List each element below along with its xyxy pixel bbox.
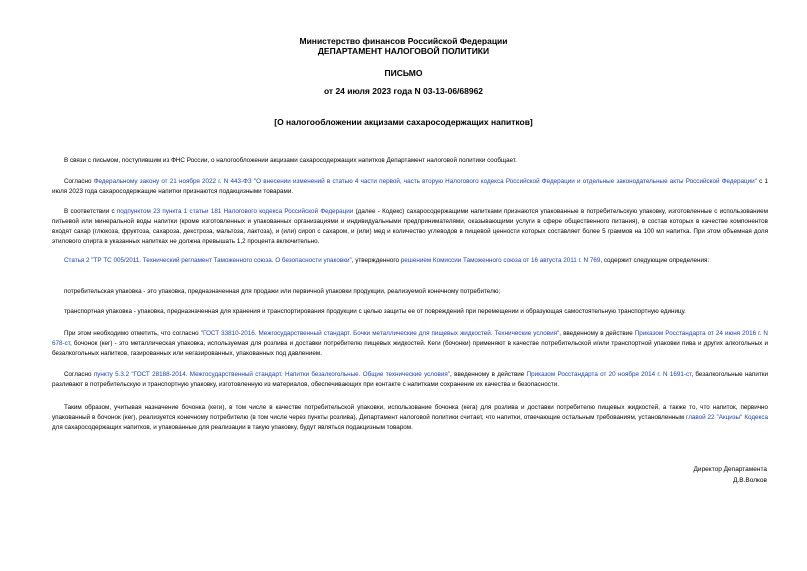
paragraph-gost-33810 (52, 329, 768, 359)
text-span: При этом необходимо отметить, что согласно (64, 330, 201, 337)
text-span: , введенному в действие (450, 371, 527, 378)
signatory-position: Директор Департамента (693, 466, 767, 473)
link-gost-33810-2016[interactable]: "ГОСТ 33810-2016. Межгосударственный стандарт. Бочки металлические для пищевых жидкостей. Технические условия" (200, 330, 560, 337)
paragraph-transport-packaging: транспортная упаковка - упаковка, предназначенная для хранения и транспортирования продукции с целью защиты ее от повреждений при перемещении и образующая самостоятельную транспортную единицу. (64, 308, 686, 315)
text-span: для сахаросодержащих напитков, и упакованные для реализации в такую упаковку, будут являться подакцизным товаром. (52, 424, 413, 431)
paragraph-conclusion (52, 403, 768, 433)
department-name: ДЕПАРТАМЕНТ НАЛОГОВОЙ ПОЛИТИКИ (317, 46, 490, 56)
text-span: В соответствии с (64, 208, 117, 215)
text-span: Согласно (64, 178, 94, 185)
ministry-name: Министерство финансов Российской Федерации (299, 36, 508, 46)
text-span: , безалкогольные напитки разливают в потребительскую и транспортную упаковку, изготовленную из материалов, обеспечивающих при контакте с напитками сохранение их качества и безопасности. (52, 371, 769, 388)
text-span: , введенному в действие (559, 330, 635, 337)
text-span: , бочонок (кег) - это металлическая упаковка, используемая для розлива и доставки потребителю пищевых жидкостей. Кеги (бочонки) применяют в качестве потребительской и/или транспортной упаковки пива и других алкогольных и безалкогольных напитков, газированных или негазированных, упакованных под давлением. (52, 340, 768, 357)
paragraph-consumer-packaging: потребительская упаковка - это упаковка, предназначенная для продажи или первичной упаковки продукции, реализуемой конечному потребителю; (64, 288, 501, 295)
link-federal-law-443[interactable]: Федеральному закону от 21 ноября 2022 г. N 443-ФЗ "О внесении изменений в статью 4 части первой, часть вторую Налогового кодекса Российской Федерации и отдельные законодательные акты Российской Федерации" (93, 178, 757, 185)
link-tr-ts-005-2011[interactable]: Статья 2 "ТР ТС 005/2011. Технический регламент Таможенного союза. О безопасности упаковки" (64, 257, 352, 264)
link-rosstandart-order-678[interactable]: Приказом Росстандарта от 24 июня 2016 г. N 678-ст (52, 330, 768, 347)
text-span: Таким образом, учитывая назначение бочонка (кеги), в том числе в качестве потребительской упаковки, использование бочонка (кега) для розлива и доставки потребителю пищевых жидкостей, а также то, что напиток, первично упакованный в бочонок (кег), реализуется конечному потребителю (в том числе через пункты розлива), Департамент налоговой политики считает, что напитки, отвечающие остальным требованиям, установленным (52, 404, 768, 421)
link-tax-code-article-181[interactable]: подпунктом 23 пункта 1 статьи 181 Налогового кодекса Российской Федерации (116, 208, 354, 215)
link-chapter-22-excises[interactable]: главой 22 "Акцизы" Кодекса (686, 414, 769, 421)
text-span: с 1 июля 2023 года сахаросодержащие напитки признаются подакцизными товарами. (52, 178, 768, 195)
document-type: ПИСЬМО (384, 68, 423, 78)
link-customs-commission-decision-769[interactable]: решением Комиссии Таможенного союза от 16 августа 2011 г. N 769 (400, 257, 601, 264)
document-date-number: от 24 июля 2023 года N 03-13-06/68962 (323, 86, 484, 96)
document-subject: [О налогообложении акцизами сахаросодержащих напитков] (274, 117, 533, 127)
text-span: , содержит следующие определения: (600, 257, 710, 264)
text-span: , утвержденного (351, 257, 401, 264)
paragraph-definition (52, 207, 768, 247)
text-span: Согласно (64, 371, 94, 378)
paragraph-customs-regulation (52, 256, 768, 266)
link-gost-28188-2014[interactable]: пункту 5.3.2 "ГОСТ 28188-2014. Межгосударственный стандарт. Напитки безалкогольные. Общие технические условия" (93, 371, 451, 378)
paragraph-intro: В связи с письмом, поступившим из ФНС России, о налогообложении акцизами сахаросодержащих напитков Департамент налоговой политики сообщает. (64, 157, 517, 164)
paragraph-law-reference (52, 177, 768, 197)
signature-block (694, 464, 767, 486)
link-rosstandart-order-1691[interactable]: Приказом Росстандарта от 20 ноября 2014 г. N 1691-ст (526, 371, 692, 378)
signatory-name: Д.В.Волков (733, 477, 767, 484)
text-span: (далее - Кодекс) сахаросодержащими напитками признаются упакованные в потребительскую упаковку, изготовленные с использованием питьевой или минеральной воды напитки (кроме изготовленных и упакованных организациями и индивидуальными предпринимателями, оказывающими услуги в сфере общественного питания), в состав которых в качестве компонентов входят сахар (глюкоза, фруктоза, сахароза, декстроза, мальтоза, лактоза), и (или) сироп с сахаром, и (или) мед и количество углеводов в пищевой ценности которых составляет более 5 граммов на 100 мл напитка. При этом объемная доля этилового спирта в указанных напитках не должна превышать 1,2 процента включительно. (52, 208, 769, 245)
paragraph-gost-28188 (52, 370, 768, 390)
